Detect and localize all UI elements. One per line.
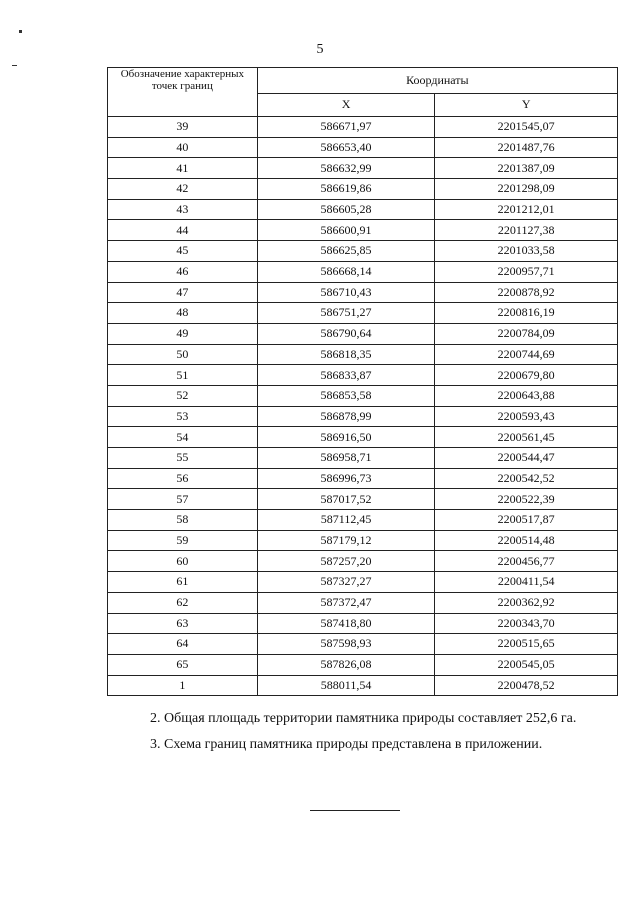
point-id-cell: 56 (108, 468, 258, 489)
table-row (108, 158, 618, 179)
table-row (108, 137, 618, 158)
table-row (108, 675, 618, 696)
x-coordinate-cell: 586625,85 (257, 241, 435, 262)
table-row (108, 654, 618, 675)
x-coordinate-cell: 586818,35 (257, 344, 435, 365)
point-id-cell: 55 (108, 448, 258, 469)
x-coordinate-cell: 586751,27 (257, 303, 435, 324)
point-id-cell: 59 (108, 530, 258, 551)
table-row (108, 592, 618, 613)
table-row (108, 385, 618, 406)
point-id-cell: 43 (108, 199, 258, 220)
point-id-cell: 1 (108, 675, 258, 696)
scan-speck (12, 65, 17, 66)
scan-speck (19, 30, 22, 33)
point-id-cell: 45 (108, 241, 258, 262)
x-coordinate-cell: 588011,54 (257, 675, 435, 696)
y-coordinate-cell: 2200542,52 (435, 468, 618, 489)
x-coordinate-cell: 587327,27 (257, 572, 435, 593)
y-coordinate-cell: 2200744,69 (435, 344, 618, 365)
x-coordinate-cell: 586619,86 (257, 179, 435, 200)
y-coordinate-cell: 2200478,52 (435, 675, 618, 696)
y-coordinate-cell: 2200784,09 (435, 323, 618, 344)
header-boundary-points: Обозначение характерных точек границ (108, 68, 258, 117)
x-coordinate-cell: 586833,87 (257, 365, 435, 386)
point-id-cell: 39 (108, 117, 258, 138)
point-id-cell: 64 (108, 634, 258, 655)
x-coordinate-cell: 586853,58 (257, 385, 435, 406)
point-id-cell: 65 (108, 654, 258, 675)
point-id-cell: 62 (108, 592, 258, 613)
y-coordinate-cell: 2200411,54 (435, 572, 618, 593)
x-coordinate-cell: 587017,52 (257, 489, 435, 510)
point-id-cell: 44 (108, 220, 258, 241)
y-coordinate-cell: 2201387,09 (435, 158, 618, 179)
y-coordinate-cell: 2200643,88 (435, 385, 618, 406)
y-coordinate-cell: 2201298,09 (435, 179, 618, 200)
y-coordinate-cell: 2200456,77 (435, 551, 618, 572)
y-coordinate-cell: 2200593,43 (435, 406, 618, 427)
x-coordinate-cell: 587418,80 (257, 613, 435, 634)
point-id-cell: 57 (108, 489, 258, 510)
page-number: 5 (316, 42, 324, 57)
x-coordinate-cell: 586710,43 (257, 282, 435, 303)
point-id-cell: 42 (108, 179, 258, 200)
x-coordinate-cell: 587598,93 (257, 634, 435, 655)
x-coordinate-cell: 586668,14 (257, 261, 435, 282)
table-row (108, 489, 618, 510)
y-coordinate-cell: 2201212,01 (435, 199, 618, 220)
table-row (108, 634, 618, 655)
table-row (108, 117, 618, 138)
point-id-cell: 47 (108, 282, 258, 303)
area-paragraph: 2. Общая площадь территории памятника природы составляет 252,6 га. (150, 711, 577, 726)
table-row (108, 510, 618, 531)
table-row (108, 199, 618, 220)
y-coordinate-cell: 2201033,58 (435, 241, 618, 262)
x-coordinate-cell: 587372,47 (257, 592, 435, 613)
point-id-cell: 61 (108, 572, 258, 593)
y-coordinate-cell: 2200514,48 (435, 530, 618, 551)
y-coordinate-cell: 2200679,80 (435, 365, 618, 386)
y-coordinate-cell: 2200362,92 (435, 592, 618, 613)
table-row (108, 282, 618, 303)
table-row (108, 468, 618, 489)
point-id-cell: 51 (108, 365, 258, 386)
x-coordinate-cell: 586632,99 (257, 158, 435, 179)
y-coordinate-cell: 2200343,70 (435, 613, 618, 634)
point-id-cell: 53 (108, 406, 258, 427)
table-row (108, 406, 618, 427)
x-coordinate-cell: 586916,50 (257, 427, 435, 448)
y-coordinate-cell: 2201127,38 (435, 220, 618, 241)
x-coordinate-cell: 586653,40 (257, 137, 435, 158)
y-coordinate-cell: 2200545,05 (435, 654, 618, 675)
y-coordinate-cell: 2200544,47 (435, 448, 618, 469)
point-id-cell: 40 (108, 137, 258, 158)
point-id-cell: 63 (108, 613, 258, 634)
point-id-cell: 50 (108, 344, 258, 365)
y-coordinate-cell: 2200816,19 (435, 303, 618, 324)
point-id-cell: 58 (108, 510, 258, 531)
x-coordinate-cell: 587257,20 (257, 551, 435, 572)
y-coordinate-cell: 2201487,76 (435, 137, 618, 158)
y-coordinate-cell: 2200515,65 (435, 634, 618, 655)
point-id-cell: 49 (108, 323, 258, 344)
header-y: Y (435, 93, 618, 116)
table-row (108, 179, 618, 200)
x-coordinate-cell: 586996,73 (257, 468, 435, 489)
point-id-cell: 46 (108, 261, 258, 282)
point-id-cell: 54 (108, 427, 258, 448)
table-row (108, 427, 618, 448)
y-coordinate-cell: 2200517,87 (435, 510, 618, 531)
separator-line (310, 810, 400, 811)
x-coordinate-cell: 586790,64 (257, 323, 435, 344)
x-coordinate-cell: 586600,91 (257, 220, 435, 241)
table-row (108, 448, 618, 469)
x-coordinate-cell: 587112,45 (257, 510, 435, 531)
y-coordinate-cell: 2200561,45 (435, 427, 618, 448)
table-row (108, 323, 618, 344)
coordinates-table (107, 67, 618, 696)
y-coordinate-cell: 2200957,71 (435, 261, 618, 282)
table-row (108, 303, 618, 324)
point-id-cell: 52 (108, 385, 258, 406)
point-id-cell: 60 (108, 551, 258, 572)
scheme-paragraph: 3. Схема границ памятника природы представлена в приложении. (150, 737, 543, 752)
table-row (108, 344, 618, 365)
y-coordinate-cell: 2200878,92 (435, 282, 618, 303)
x-coordinate-cell: 587179,12 (257, 530, 435, 551)
x-coordinate-cell: 586958,71 (257, 448, 435, 469)
table-row (108, 551, 618, 572)
x-coordinate-cell: 587826,08 (257, 654, 435, 675)
table-row (108, 261, 618, 282)
table-row (108, 572, 618, 593)
table-row (108, 530, 618, 551)
table-row (108, 241, 618, 262)
y-coordinate-cell: 2201545,07 (435, 117, 618, 138)
table-row (108, 220, 618, 241)
header-x: X (257, 93, 435, 116)
header-coordinates: Координаты (257, 68, 617, 94)
x-coordinate-cell: 586671,97 (257, 117, 435, 138)
x-coordinate-cell: 586878,99 (257, 406, 435, 427)
table-row (108, 365, 618, 386)
point-id-cell: 41 (108, 158, 258, 179)
table-row (108, 613, 618, 634)
y-coordinate-cell: 2200522,39 (435, 489, 618, 510)
table-body (108, 117, 618, 696)
point-id-cell: 48 (108, 303, 258, 324)
x-coordinate-cell: 586605,28 (257, 199, 435, 220)
